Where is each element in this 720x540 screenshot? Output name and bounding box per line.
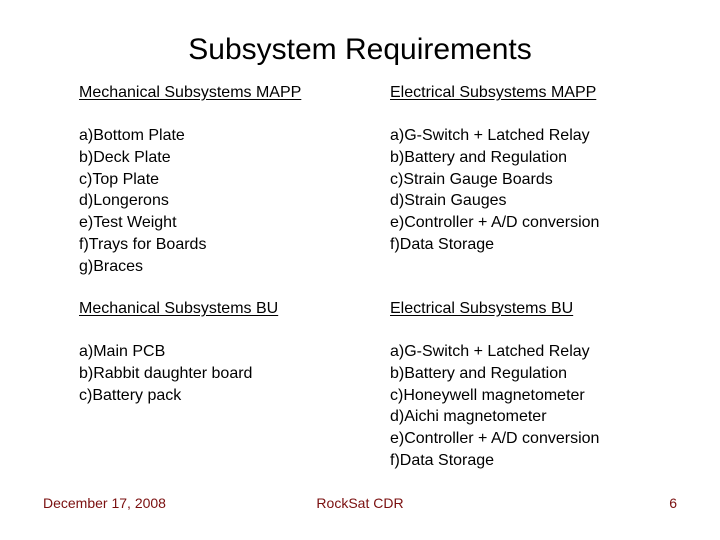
list-item: d)Aichi magnetometer: [390, 408, 547, 426]
slide-title: Subsystem Requirements: [188, 33, 532, 66]
list-item: a)Main PCB: [79, 343, 166, 360]
list-item: a)Bottom Plate: [79, 127, 185, 144]
list-item: f)Data Storage: [390, 235, 495, 253]
list-item: f)Data Storage: [390, 451, 495, 469]
electrical-bu-list: [390, 341, 599, 472]
list-item: c)Battery pack: [79, 386, 182, 404]
list-item: g)Braces: [79, 257, 144, 275]
list-item: b)Rabbit daughter board: [79, 364, 253, 382]
electrical-mapp-list: [390, 125, 599, 256]
list-item: a)G-Switch + Latched Relay: [390, 343, 590, 360]
list-item: b)Battery and Regulation: [390, 364, 567, 382]
list-item: b)Battery and Regulation: [390, 148, 567, 166]
electrical-bu-heading: Electrical Subsystems BU: [390, 300, 574, 317]
list-item: e)Controller + A/D conversion: [390, 430, 600, 448]
list-item: a)G-Switch + Latched Relay: [390, 127, 590, 144]
list-item: e)Test Weight: [79, 214, 177, 232]
footer-page-number: 6: [669, 495, 677, 511]
list-item: d)Longerons: [79, 192, 169, 210]
mechanical-mapp-list: [79, 125, 206, 278]
footer-presentation-name: RockSat CDR: [316, 495, 404, 511]
mechanical-bu-list: [79, 341, 252, 406]
list-item: e)Controller + A/D conversion: [390, 214, 600, 232]
list-item: b)Deck Plate: [79, 148, 171, 166]
list-item: d)Strain Gauges: [390, 192, 507, 210]
list-item: c)Honeywell magnetometer: [390, 386, 585, 404]
mechanical-mapp-heading: Mechanical Subsystems MAPP: [79, 84, 302, 101]
list-item: c)Top Plate: [79, 170, 160, 188]
list-item: c)Strain Gauge Boards: [390, 170, 553, 188]
list-item: f)Trays for Boards: [79, 235, 207, 253]
electrical-mapp-heading: Electrical Subsystems MAPP: [390, 84, 597, 101]
mechanical-bu-heading: Mechanical Subsystems BU: [79, 300, 279, 317]
footer-date: December 17, 2008: [43, 495, 166, 511]
